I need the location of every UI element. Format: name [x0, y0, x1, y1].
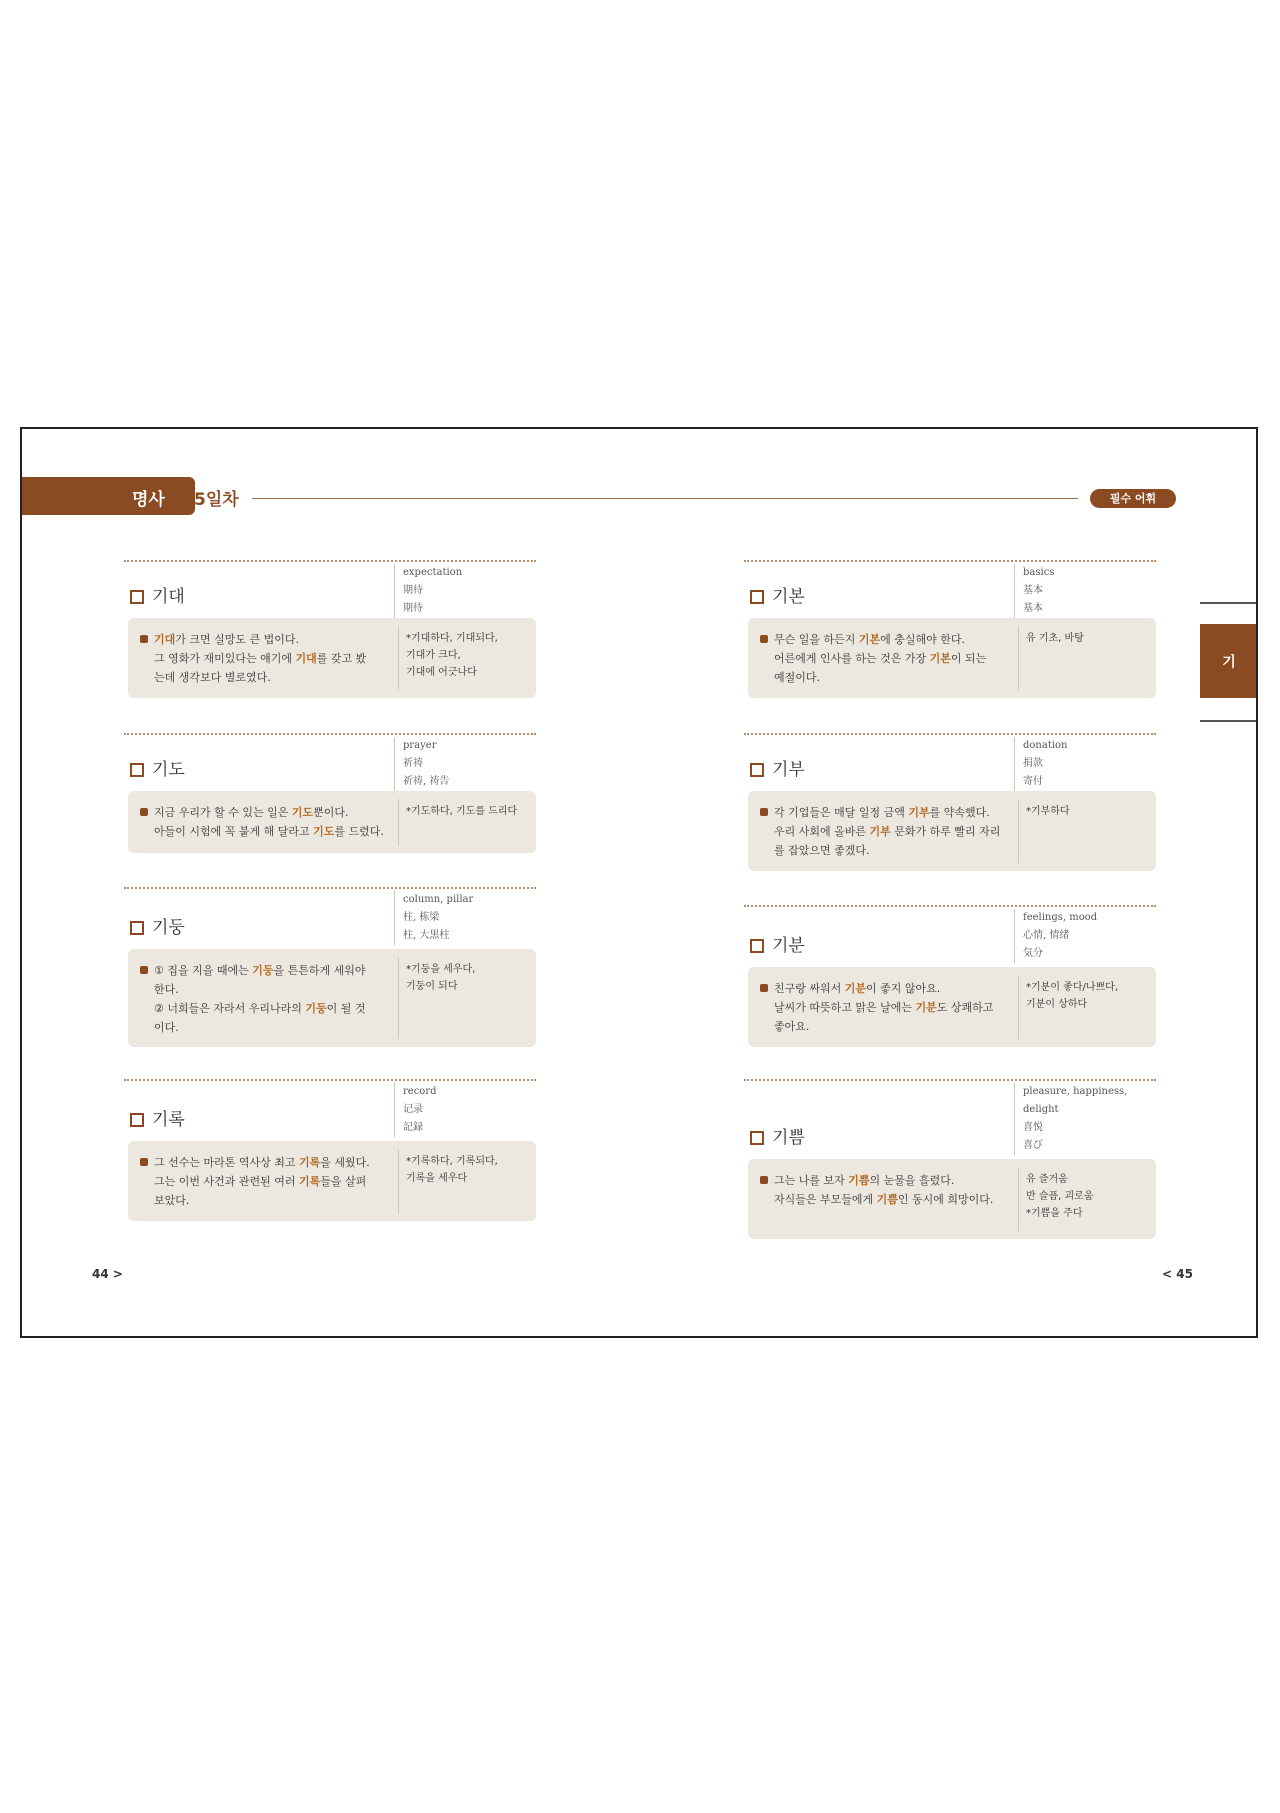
example-sentences: [760, 630, 1005, 687]
example-text: 가 크면 실망도 큰 법이다.: [175, 633, 300, 646]
example-text: ① 집을 지을 때에는: [154, 964, 253, 977]
collocation-line: 유 기초, 바탕: [1026, 633, 1084, 644]
part-label: 명사: [132, 490, 165, 510]
example-line: [140, 961, 385, 980]
example-line: [760, 1190, 1005, 1209]
entry-word-text: 기쁨: [772, 1128, 805, 1148]
collocations: [1026, 979, 1154, 1013]
translation-line: pleasure, happiness,: [1023, 1086, 1128, 1097]
entry-word: [750, 931, 805, 956]
example-line: [760, 841, 1005, 860]
translation-line: 柱, 栋梁: [403, 912, 440, 923]
example-text: 각 기업들은 매달 일정 금액: [774, 806, 909, 819]
side-index-tab: 기: [1200, 624, 1256, 698]
example-line: [760, 822, 1005, 841]
highlight-word: 기부: [869, 825, 891, 838]
example-text: 를 드렸다.: [334, 825, 384, 838]
example-card: [748, 967, 1156, 1047]
example-sentences: [760, 803, 1005, 860]
translations: [394, 737, 543, 791]
entry-word-text: 기둥: [152, 918, 185, 938]
highlight-word: 기도: [313, 825, 335, 838]
translation-line: 祈祷, 祷告: [403, 776, 450, 787]
highlight-word: 기도: [291, 806, 314, 819]
collocation-line: 기대에 어긋나다: [406, 667, 477, 678]
example-text: 을 세웠다.: [320, 1156, 370, 1169]
example-line: [760, 979, 1005, 998]
side-line-top: [1200, 602, 1256, 604]
translation-line: 寄付: [1023, 776, 1043, 787]
collocation-line: 기록을 세우다: [406, 1173, 468, 1184]
example-line: [140, 803, 385, 822]
bullet-icon: [140, 635, 148, 643]
entry-word-text: 기도: [152, 760, 185, 780]
example-line: [140, 668, 385, 687]
translation-line: record: [403, 1086, 437, 1097]
example-line: [760, 649, 1005, 668]
checkbox-icon: [130, 590, 144, 604]
example-card: [128, 949, 536, 1047]
example-sentences: [140, 1153, 385, 1210]
example-line: [140, 1172, 385, 1191]
translations: [1014, 909, 1163, 963]
example-text: 어른에게 인사를 하는 것은 가장: [774, 652, 930, 665]
translation-line: feelings, mood: [1023, 912, 1098, 923]
example-text: 를 갖고 봤: [316, 652, 367, 665]
bullet-icon: [140, 966, 148, 974]
example-text: 무슨 일을 하든지: [774, 633, 859, 646]
bullet-icon: [760, 984, 768, 992]
example-text: 아들이 시험에 꼭 붙게 해 달라고: [154, 825, 314, 838]
example-line: [140, 1153, 385, 1172]
example-text: 보았다.: [154, 1194, 190, 1207]
example-text: 그 선수는 마라톤 역사상 최고: [154, 1156, 299, 1169]
checkbox-icon: [750, 1131, 764, 1145]
example-line: [760, 1017, 1005, 1036]
entry-word: [750, 755, 805, 780]
collocations: [406, 803, 534, 820]
dotted-rule: [744, 905, 1156, 907]
translation-line: 喜悦: [1023, 1122, 1043, 1133]
example-text: 그는 이번 사건과 관련된 여러: [154, 1175, 299, 1188]
translations: [1014, 737, 1163, 791]
translation-line: 喜び: [1023, 1140, 1043, 1151]
translation-line: 记录: [403, 1104, 423, 1115]
book-spread: [20, 427, 1258, 1338]
highlight-word: 기록: [299, 1175, 321, 1188]
collocation-line: 기대가 크다,: [406, 650, 461, 661]
entry-word: [130, 582, 185, 607]
highlight-word: 기본: [858, 633, 881, 646]
example-text: 이 될 것: [326, 1002, 366, 1015]
example-text: 좋아요.: [774, 1020, 810, 1033]
example-line: [760, 630, 1005, 649]
highlight-word: 기둥: [252, 964, 274, 977]
checkbox-icon: [130, 763, 144, 777]
translation-line: delight: [1023, 1104, 1059, 1115]
example-text: 그는 나를 보자: [774, 1174, 849, 1187]
example-text: 에 충실해야 한다.: [880, 633, 966, 646]
card-divider: [1018, 1167, 1019, 1231]
checkbox-icon: [750, 590, 764, 604]
dotted-rule: [744, 560, 1156, 562]
collocation-line: 반 슬픔, 괴로움: [1026, 1191, 1094, 1202]
translations: [394, 891, 543, 945]
dotted-rule: [744, 733, 1156, 735]
highlight-word: 기대: [154, 633, 176, 646]
entry-word: [130, 1105, 185, 1130]
example-text: 우리 사회에 올바른: [774, 825, 870, 838]
checkbox-icon: [130, 921, 144, 935]
bullet-icon: [140, 1158, 148, 1166]
example-sentences: [760, 1171, 1005, 1209]
example-sentences: [140, 630, 385, 687]
example-line: [140, 980, 385, 999]
example-text: 를 잡았으면 좋겠다.: [774, 844, 870, 857]
example-text: ② 너희들은 자라서 우리나라의: [154, 1002, 306, 1015]
collocation-line: *기쁨을 주다: [1026, 1208, 1083, 1219]
example-line: [140, 1018, 385, 1037]
collocations: [1026, 1171, 1154, 1222]
example-sentences: [140, 803, 385, 841]
example-text: 한다.: [154, 983, 179, 996]
card-divider: [398, 957, 399, 1039]
entry-word: [130, 913, 185, 938]
example-line: [760, 803, 1005, 822]
entry-word: [750, 1123, 805, 1148]
card-divider: [398, 1149, 399, 1213]
card-divider: [398, 626, 399, 690]
translation-line: column, pillar: [403, 894, 474, 905]
highlight-word: 기본: [929, 652, 951, 665]
dotted-rule: [744, 1079, 1156, 1081]
collocations: [406, 630, 534, 681]
example-text: 날씨가 따뜻하고 맑은 날에는: [774, 1001, 916, 1014]
card-divider: [1018, 626, 1019, 690]
example-line: [140, 630, 385, 649]
dotted-rule: [124, 560, 536, 562]
example-text: 자식들은 부모들에게: [774, 1193, 877, 1206]
example-card: [128, 791, 536, 853]
highlight-word: 기분: [915, 1001, 937, 1014]
example-text: 그 영화가 재미있다는 얘기에: [154, 652, 296, 665]
example-card: [128, 618, 536, 698]
entry-word: [750, 582, 805, 607]
example-line: [760, 998, 1005, 1017]
example-text: 지금 우리가 할 수 있는 일은: [154, 806, 292, 819]
example-text: 문화가 하루 빨리 자리: [890, 825, 1001, 838]
example-text: 인 동시에 희망이다.: [897, 1193, 994, 1206]
example-text: 예절이다.: [774, 671, 821, 684]
highlight-word: 기쁨: [848, 1174, 870, 1187]
collocation-line: 유 즐거움: [1026, 1174, 1068, 1185]
example-line: [140, 822, 385, 841]
collocations: [406, 1153, 534, 1187]
example-text: 를 약속했다.: [929, 806, 990, 819]
collocation-line: *기둥을 세우다,: [406, 964, 476, 975]
translations: [1014, 564, 1163, 618]
bullet-icon: [760, 808, 768, 816]
page-number-right: < 45: [1162, 1267, 1193, 1281]
collocations: [1026, 803, 1154, 820]
dotted-rule: [124, 1079, 536, 1081]
translation-line: prayer: [403, 740, 437, 751]
highlight-word: 기분: [844, 982, 867, 995]
translation-line: 基本: [1023, 585, 1043, 596]
dotted-rule: [124, 733, 536, 735]
translation-line: 心情, 情绪: [1023, 930, 1070, 941]
example-sentences: [760, 979, 1005, 1036]
highlight-word: 기쁨: [876, 1193, 898, 1206]
translation-line: 捐款: [1023, 758, 1043, 769]
example-text: 이 좋지 않아요.: [866, 982, 941, 995]
example-card: [128, 1141, 536, 1221]
checkbox-icon: [750, 763, 764, 777]
dotted-rule: [124, 887, 536, 889]
translation-line: 期待: [403, 603, 423, 614]
highlight-word: 기록: [299, 1156, 321, 1169]
entry-word-text: 기본: [772, 587, 805, 607]
example-card: [748, 1159, 1156, 1239]
translation-line: basics: [1023, 567, 1055, 578]
example-line: [140, 1191, 385, 1210]
entry-word-text: 기대: [152, 587, 185, 607]
translation-line: 基本: [1023, 603, 1043, 614]
highlight-word: 기대: [295, 652, 317, 665]
entry-word: [130, 755, 185, 780]
example-text: 을 튼튼하게 세워야: [273, 964, 366, 977]
translation-line: 期待: [403, 585, 423, 596]
checkbox-icon: [130, 1113, 144, 1127]
bullet-icon: [760, 635, 768, 643]
bullet-icon: [140, 808, 148, 816]
header-tab: [22, 477, 117, 515]
example-text: 이다.: [154, 1021, 179, 1034]
example-text: 뿐이다.: [313, 806, 349, 819]
example-line: [140, 999, 385, 1018]
collocation-line: *기도하다, 기도를 드리다: [406, 806, 518, 817]
collocation-line: *기분이 좋다/나쁘다,: [1026, 982, 1119, 993]
card-divider: [398, 799, 399, 845]
side-line-bottom: [1200, 720, 1256, 722]
collocation-line: *기대하다, 기대되다,: [406, 633, 498, 644]
page-number-left: 44 >: [92, 1267, 123, 1281]
translation-line: 柱, 大黒柱: [403, 930, 450, 941]
day-label: 5일차: [194, 490, 239, 510]
entry-word-text: 기분: [772, 936, 805, 956]
translations: [394, 564, 543, 618]
translation-line: 気分: [1023, 948, 1043, 959]
example-card: [748, 791, 1156, 871]
example-text: 들을 살펴: [320, 1175, 367, 1188]
collocation-line: *기부하다: [1026, 806, 1070, 817]
entry-word-text: 기록: [152, 1110, 185, 1130]
example-sentences: [140, 961, 385, 1037]
translation-line: expectation: [403, 567, 463, 578]
checkbox-icon: [750, 939, 764, 953]
example-text: 는데 생각보다 별로였다.: [154, 671, 271, 684]
card-divider: [1018, 799, 1019, 863]
example-line: [140, 649, 385, 668]
example-text: 도 상쾌하고: [936, 1001, 994, 1014]
section-badge: 필수 어휘: [1090, 489, 1176, 508]
collocation-line: 기분이 상하다: [1026, 999, 1088, 1010]
highlight-word: 기부: [908, 806, 930, 819]
example-text: 의 눈물을 흘렸다.: [869, 1174, 955, 1187]
example-text: 이 되는: [950, 652, 987, 665]
entry-word-text: 기부: [772, 760, 805, 780]
translations: [394, 1083, 543, 1137]
collocations: [1026, 630, 1154, 647]
example-card: [748, 618, 1156, 698]
card-divider: [1018, 975, 1019, 1039]
bullet-icon: [760, 1176, 768, 1184]
example-line: [760, 1171, 1005, 1190]
collocation-line: *기록하다, 기록되다,: [406, 1156, 498, 1167]
collocations: [406, 961, 534, 995]
collocation-line: 기둥이 되다: [406, 981, 458, 992]
translation-line: 祈祷: [403, 758, 423, 769]
example-line: [760, 668, 1005, 687]
translation-line: 記録: [403, 1122, 423, 1133]
highlight-word: 기둥: [305, 1002, 327, 1015]
header-rule: [252, 498, 1078, 499]
translation-line: donation: [1023, 740, 1068, 751]
example-text: 친구랑 싸워서: [774, 982, 845, 995]
translations: [1014, 1083, 1163, 1155]
